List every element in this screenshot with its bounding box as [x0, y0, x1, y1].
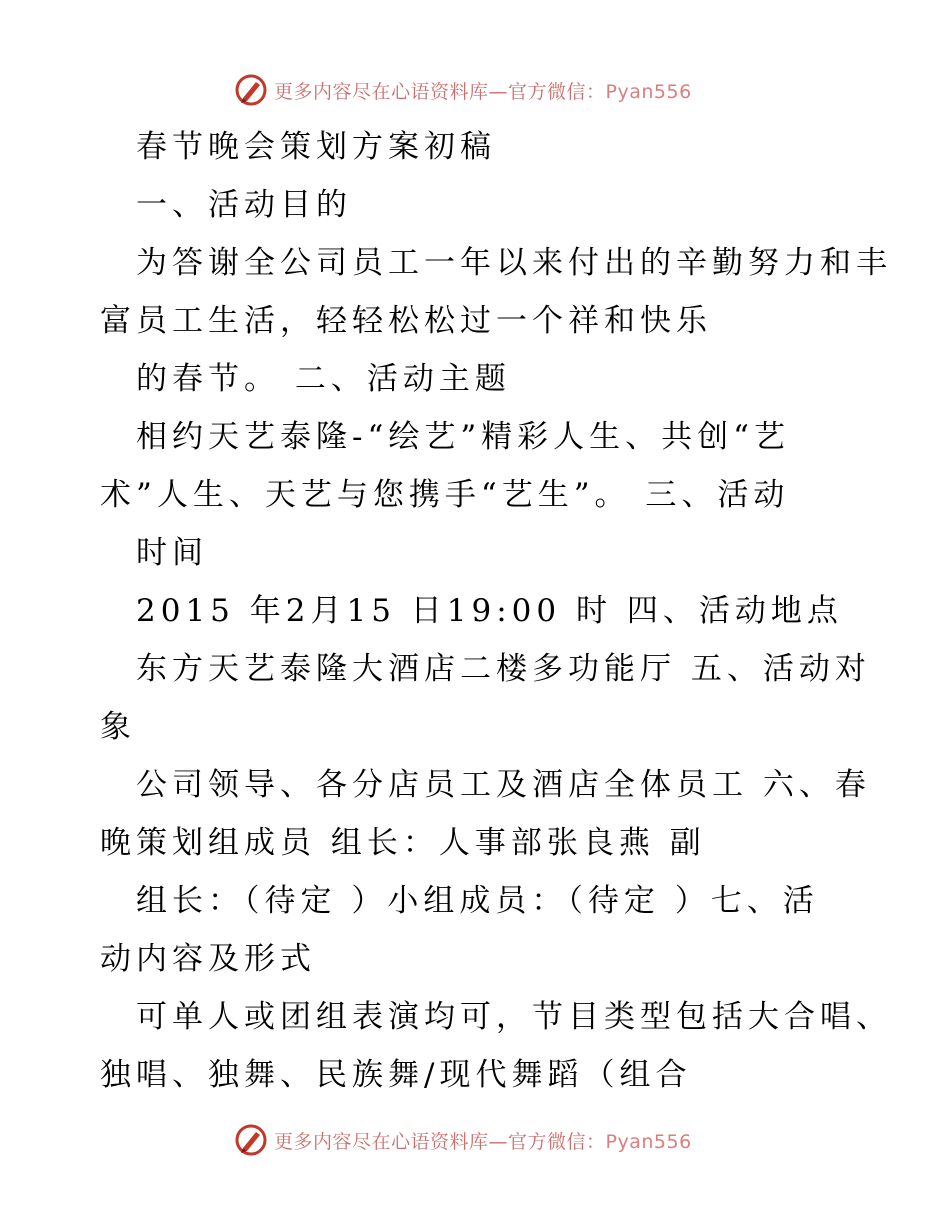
text-line: 相约天艺泰隆-“绘艺”精彩人生、共创“艺: [136, 419, 791, 455]
watermark-label: 更多内容尽在心语资料库—官方微信：: [274, 80, 606, 103]
text-line: 组长：（待定 ）小组成员：（待定 ）七、活: [136, 883, 819, 919]
text-line: 术”人生、天艺与您携手“艺生”。 三、活动: [100, 477, 790, 513]
text-line: 动内容及形式: [100, 941, 316, 977]
text-line: 独唱、独舞、民族舞/现代舞蹈（组合: [100, 1057, 692, 1093]
pen-logo-icon: [234, 73, 268, 107]
text-line: 公司领导、各分店员工及酒店全体员工 六、春: [136, 767, 871, 803]
text-line: 东方天艺泰隆大酒店二楼多功能厅 五、活动对: [136, 651, 871, 687]
watermark-text: [274, 77, 692, 104]
text-line: 2015 年2月15 日19:00 时 四、活动地点: [136, 593, 843, 629]
text-line: 富员工生活，轻轻松松过一个祥和快乐: [100, 303, 712, 339]
text-line: 为答谢全公司员工一年以来付出的辛勤努力和丰: [136, 245, 892, 281]
watermark-label: 更多内容尽在心语资料库—官方微信：: [274, 1130, 606, 1153]
text-line: 的春节。 二、活动主题: [136, 361, 511, 397]
footer-watermark: [234, 1122, 714, 1158]
text-line: 可单人或团组表演均可，节目类型包括大合唱、: [136, 999, 892, 1035]
watermark-wechat-id: Pyan556: [605, 80, 692, 103]
section-heading-purpose: 一、活动目的: [136, 187, 352, 223]
text-line: 象: [100, 709, 136, 745]
watermark-wechat-id: Pyan556: [605, 1130, 692, 1153]
text-line: 晚策划组成员 组长：人事部张良燕 副: [100, 825, 706, 861]
pen-logo-icon: [234, 1123, 268, 1157]
document-title: 春节晚会策划方案初稿: [136, 129, 496, 165]
text-line: 时间: [136, 535, 208, 571]
watermark-text: [274, 1127, 692, 1154]
header-watermark: [234, 72, 714, 108]
